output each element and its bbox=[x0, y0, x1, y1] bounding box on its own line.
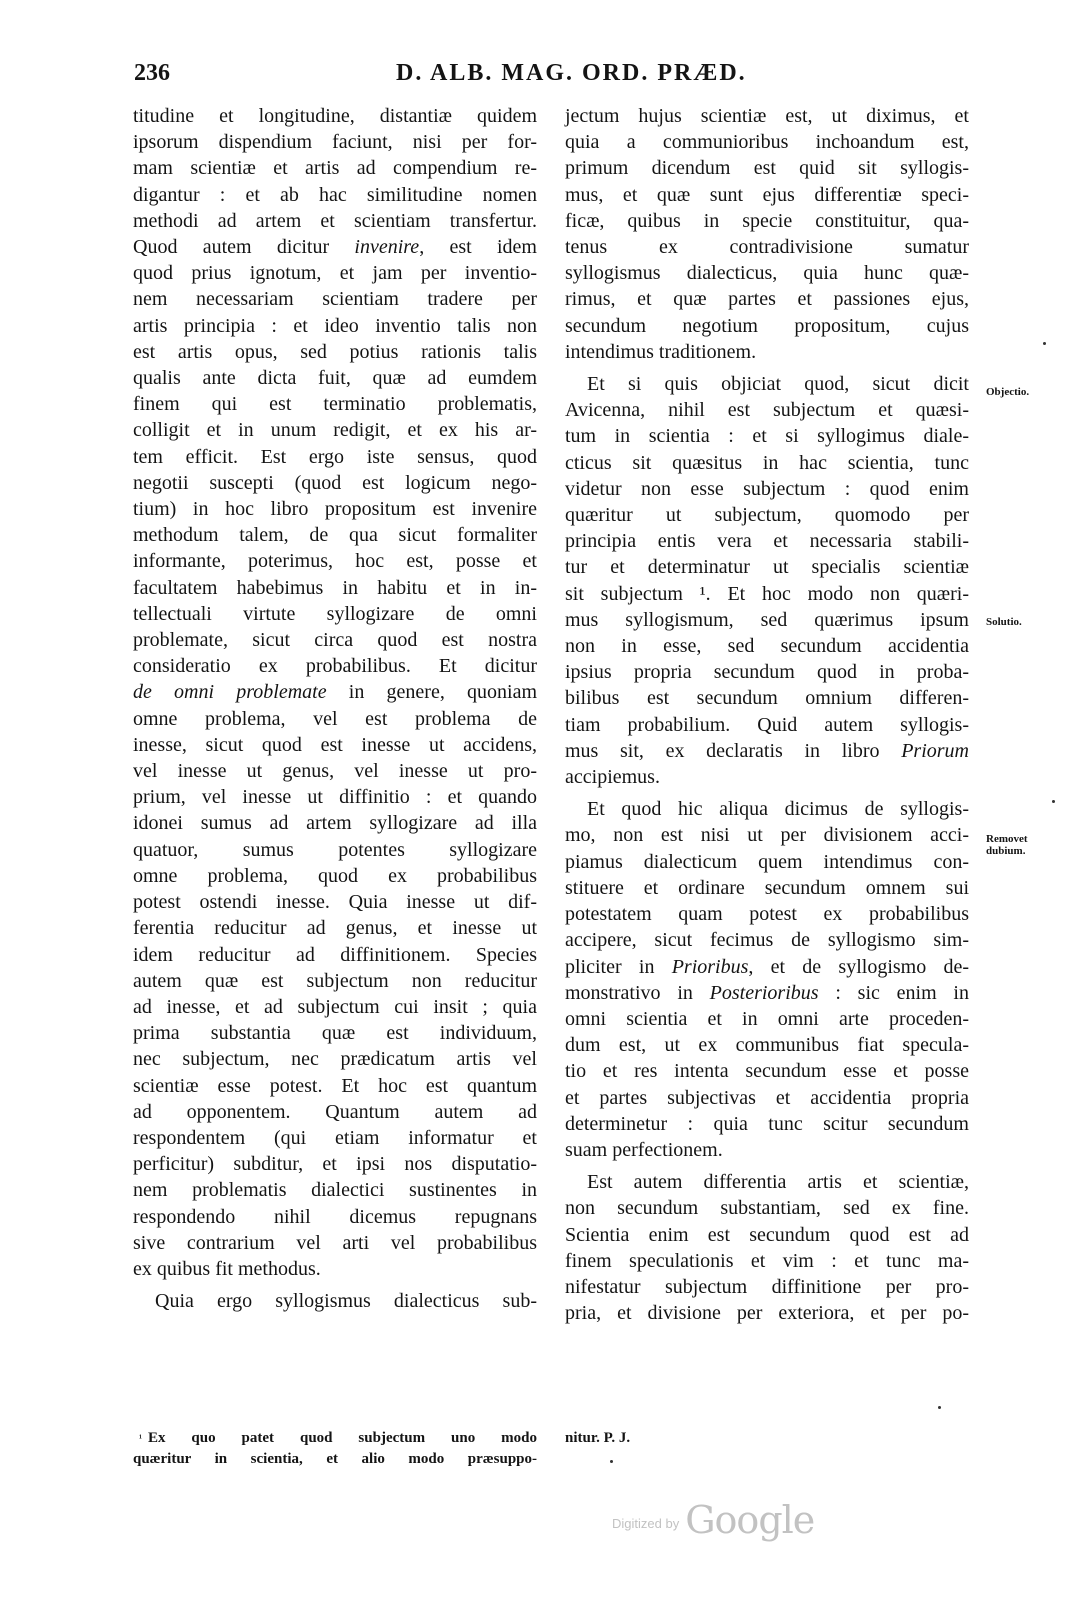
text-line: scientiæ esse potest. Et hoc est quantum bbox=[133, 1074, 537, 1097]
text-line: et partes subjectivas et accidentia propria bbox=[565, 1086, 969, 1109]
text-line: piamus dialecticum quem intendimus con- bbox=[565, 850, 969, 873]
text-line: monstrativo in Posterioribus : sic enim in bbox=[565, 981, 969, 1004]
text-line: inesse, sicut quod est inesse ut accidens, bbox=[133, 733, 537, 756]
text-line: titudine et longitudine, distantiæ quidem bbox=[133, 105, 537, 127]
footnote-marker: ¹ bbox=[139, 1433, 142, 1444]
text-line: suam perfectionem. bbox=[565, 1138, 723, 1161]
text-line: consideratio ex probabilibus. Et dicitur bbox=[133, 655, 537, 678]
text-line: perficitur) subditur, et ipsi nos disputatio- bbox=[133, 1153, 537, 1176]
footnote-continuation: nitur. P. J. bbox=[565, 1430, 631, 1446]
google-logo: Google bbox=[685, 1498, 815, 1542]
digitized-by-label: Digitized by bbox=[612, 1516, 680, 1531]
text-line: digantur : et ab hac similitudine nomen bbox=[133, 183, 537, 206]
text-line: facultatem habebimus in habitu et in in- bbox=[133, 576, 537, 599]
text-line: methodum talem, de qua sicut formaliter bbox=[133, 524, 537, 547]
margin-note-removet: Removet bbox=[986, 833, 1028, 845]
text-line: sive contrarium vel arti vel probabilibus bbox=[133, 1231, 537, 1254]
text-line: Quia ergo syllogismus dialecticus sub- bbox=[155, 1290, 537, 1313]
text-line: pria, et divisione per exteriora, et per po- bbox=[565, 1302, 969, 1325]
text-line: secundum negotium propositum, cujus bbox=[565, 314, 969, 337]
footnote-line bbox=[133, 1428, 537, 1449]
text-line: prium, vel inesse ut diffinitio : et quando bbox=[133, 786, 537, 809]
text-line: informante, poterimus, hoc est, posse et bbox=[133, 550, 537, 573]
text-line: de omni problemate in genere, quoniam bbox=[133, 681, 538, 704]
text-line: Avicenna, nihil est subjectum et quæsi- bbox=[565, 399, 969, 422]
text-line: autem quæ est subjectum non reducitur bbox=[133, 969, 537, 992]
text-line: ipsius propria secundum quod in proba- bbox=[565, 661, 969, 684]
right-text-column bbox=[565, 103, 969, 1326]
text-line: respondentem (qui etiam informatur et bbox=[133, 1126, 537, 1149]
text-line: idem reducitur ad diffinitionem. Species bbox=[133, 943, 537, 966]
text-line: omne problema, quod ex probabilibus bbox=[133, 864, 537, 887]
page-number: 236 bbox=[134, 60, 170, 86]
text-line: syllogismus dialecticus, quia hunc quæ- bbox=[565, 262, 969, 285]
text-line: Est autem differentia artis et scientiæ, bbox=[587, 1171, 969, 1194]
text-line: finem qui est terminatio problematis, bbox=[133, 393, 537, 416]
text-line: mus, et quæ sunt ejus differentiæ speci- bbox=[565, 183, 969, 206]
text-line: prima substantia quæ est individuum, bbox=[133, 1022, 537, 1045]
text-line: nem necessariam scientiam tradere per bbox=[133, 288, 537, 311]
text-line: tiam probabilium. Quid autem syllogis- bbox=[565, 713, 969, 736]
text-line: rimus, et quæ partes et passiones ejus, bbox=[565, 288, 969, 311]
page-speck bbox=[938, 1406, 941, 1409]
text-line: accipere, sicut fecimus de syllogismo sim- bbox=[565, 929, 969, 952]
margin-note-objectio: Objectio. bbox=[986, 386, 1030, 398]
text-line: mo, non est nisi ut per divisionem acci- bbox=[565, 824, 969, 847]
left-text-column bbox=[133, 103, 537, 1314]
text-line: idonei sumus ad artem syllogizare ad illa bbox=[133, 812, 537, 835]
margin-note-dubium: dubium. bbox=[986, 845, 1026, 857]
footnote-text: Ex quo patet quod subjectum uno modo bbox=[148, 1430, 537, 1446]
text-line: Scientia enim est secundum quod est ad bbox=[565, 1223, 969, 1246]
text-line: non secundum substantiam, sed ex fine. bbox=[565, 1197, 969, 1220]
text-line: intendimus traditionem. bbox=[565, 340, 757, 363]
text-line: determinetur : quia tunc scitur secundum bbox=[565, 1112, 969, 1135]
text-line: potestatem quam potest ex probabilibus bbox=[565, 903, 969, 926]
text-line: nec subjectum, nec prædicatum artis vel bbox=[133, 1048, 537, 1071]
page-speck bbox=[1043, 342, 1046, 345]
text-line: tur et determinatur ut specialis scientiæ bbox=[565, 556, 969, 579]
text-line: est artis opus, sed potius rationis talis bbox=[133, 340, 537, 363]
text-line: Quod autem dicitur invenire, est idem bbox=[133, 236, 537, 259]
text-line: tenus ex contradivisione sumatur bbox=[565, 236, 969, 259]
text-line: ferentia reducitur ad genus, et inesse ut bbox=[133, 917, 537, 940]
text-line: ex quibus fit methodus. bbox=[133, 1257, 321, 1280]
text-line: artis principia : et ideo inventio talis non bbox=[133, 314, 537, 337]
text-line: potest ostendi inesse. Quia inesse ut dif- bbox=[133, 891, 537, 914]
text-line: quatuor, sumus potentes syllogizare bbox=[133, 838, 537, 861]
text-line: dum est, ut ex communibus fiat specula- bbox=[565, 1034, 969, 1057]
text-line: ad opponentem. Quantum autem ad bbox=[133, 1100, 537, 1123]
text-line: vel inesse ut genus, vel inesse ut pro- bbox=[133, 760, 537, 783]
text-line: tium) in hoc libro propositum est invenire bbox=[133, 498, 537, 521]
text-line: mus sit, ex declaratis in libro Priorum bbox=[565, 739, 969, 762]
text-line: mus syllogismum, sed quærimus ipsum bbox=[565, 608, 969, 631]
page-speck bbox=[610, 1460, 613, 1463]
text-line: stituere et ordinare secundum omnem sui bbox=[565, 876, 969, 899]
text-line: mam scientiæ et artis ad compendium re- bbox=[133, 157, 537, 180]
running-head: D. ALB. MAG. ORD. PRÆD. bbox=[396, 60, 747, 86]
text-line: tem efficit. Est ergo iste sensus, quod bbox=[133, 445, 537, 468]
text-line: qualis ante dicta fuit, quæ ad eumdem bbox=[133, 367, 537, 390]
text-line: problemate, sicut circa quod est nostra bbox=[133, 629, 537, 652]
digitized-by-google-watermark bbox=[612, 1498, 814, 1542]
text-line: respondendo nihil dicemus repugnans bbox=[133, 1205, 537, 1228]
text-line: finem speculationis et vim : et tunc ma- bbox=[565, 1249, 969, 1272]
text-line: bilibus est secundum omnium differen- bbox=[565, 687, 969, 710]
text-line: Et quod hic aliqua dicimus de syllogis- bbox=[587, 798, 969, 821]
text-line: ficæ, quibus in specie constituitur, qua- bbox=[565, 209, 969, 232]
text-line: nifestatur subjectum diffinitione per pro- bbox=[565, 1275, 969, 1298]
footnote-line: quæritur in scientia, et alio modo præsuppo- bbox=[133, 1451, 537, 1467]
text-line: methodi ad artem et scientiam transfertur. bbox=[133, 209, 537, 232]
text-line: videtur non esse subjectum : quod enim bbox=[565, 477, 969, 500]
text-line: Et si quis objiciat quod, sicut dicit bbox=[587, 373, 969, 396]
text-line: quia a communioribus inchoandum est, bbox=[565, 131, 969, 154]
text-line: negotii suscepti (quod est logicum nego- bbox=[133, 471, 537, 494]
text-line: ad inesse, et ad subjectum cui insit ; quia bbox=[133, 995, 537, 1018]
text-line: tellectuali virtute syllogizare de omni bbox=[133, 602, 537, 625]
text-line: omni scientia et in omni arte proceden- bbox=[565, 1007, 969, 1030]
margin-note-solutio: Solutio. bbox=[986, 616, 1022, 628]
text-line: tum in scientia : et si syllogimus diale- bbox=[565, 425, 969, 448]
text-line: omne problema, vel est problema de bbox=[133, 707, 537, 730]
text-line: primum dicendum est quid sit syllogis- bbox=[565, 157, 969, 180]
footnote-right bbox=[565, 1428, 765, 1449]
text-line: nem problematis dialectici sustinentes in bbox=[133, 1179, 537, 1202]
page-speck bbox=[1052, 800, 1055, 803]
text-line: principia entis vera et necessaria stabili- bbox=[565, 530, 969, 553]
text-line: quæritur ut subjectum, quomodo per bbox=[565, 504, 969, 527]
text-line: quod prius ignotum, et jam per inventio- bbox=[133, 262, 537, 285]
text-line: ipsorum dispendium faciunt, nisi per for- bbox=[133, 131, 537, 154]
text-line: pliciter in Prioribus, et de syllogismo de- bbox=[565, 955, 969, 978]
text-line: jectum hujus scientiæ est, ut diximus, et bbox=[565, 105, 969, 127]
text-line: tio et res intenta secundum esse et posse bbox=[565, 1060, 969, 1083]
text-line: colligit et in unum redigit, et ex his ar- bbox=[133, 419, 537, 442]
text-line: cticus sit quæsitus in hac scientia, tunc bbox=[565, 451, 969, 474]
text-line: sit subjectum ¹. Et hoc modo non quæri- bbox=[565, 582, 969, 605]
text-line: non in esse, sed secundum accidentia bbox=[565, 635, 969, 658]
text-line: accipiemus. bbox=[565, 766, 660, 789]
footnote-left bbox=[133, 1428, 537, 1470]
